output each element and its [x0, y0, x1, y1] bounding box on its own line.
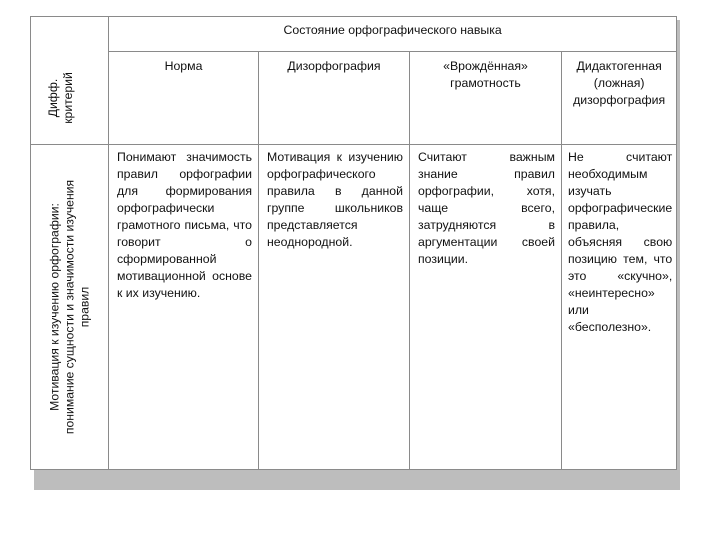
motivation-text: Не считают необходимым изучать орфографические правила, объясняя свою позицию тем, что это «скучно», «неинтересно» или «бесполезно». [568, 150, 673, 334]
column-heading-line: дизорфография [573, 93, 666, 107]
column-heading-norm [109, 52, 258, 75]
motivation-cell-norm [109, 145, 259, 470]
column-heading-line: Дизорфография [287, 59, 381, 73]
column-heading-cell [259, 52, 410, 145]
motivation-label-line: правил [77, 286, 91, 328]
table-header-title: Состояние орфографического навыка [283, 23, 502, 37]
column-heading-line: (ложная) [593, 76, 645, 90]
motivation-cell-innate-literacy [410, 145, 562, 470]
column-heading-dysorthography [259, 52, 409, 75]
column-heading-line: Дидактогенная [576, 59, 662, 73]
motivation-cell-didactogenic [562, 145, 677, 470]
criterion-label-line: Дифф. [46, 78, 60, 118]
motivation-text: Мотивация к изучению орфографического правила в данной группе школьников представляется неоднородной. [267, 150, 403, 249]
motivation-cell-dysorthography [259, 145, 410, 470]
motivation-label-cell [31, 145, 109, 470]
column-heading-innate-literacy [410, 52, 561, 92]
column-heading-line: «Врождённая» [443, 59, 528, 73]
criterion-label-cell [31, 52, 109, 145]
column-heading-cell [410, 52, 562, 145]
motivation-label [47, 180, 92, 434]
column-heading-line: Норма [164, 59, 203, 73]
table-header-cell [109, 17, 677, 52]
corner-cell [31, 17, 109, 52]
spelling-skill-table [30, 16, 677, 470]
criterion-label-line: критерий [61, 71, 75, 124]
motivation-label-line: понимание сущности и значимости изучения [62, 179, 76, 435]
column-heading-line: грамотность [450, 76, 521, 90]
motivation-text: Считают важным знание правил орфографии, хотя, чаще всего, затрудняются в аргументации своей позиции. [418, 150, 555, 266]
motivation-text: Понимают значимость правил орфографии для формирования орфографически грамотного письма, что говорит о сформированной мотивационной основе к их изучению. [117, 150, 252, 300]
column-heading-cell [562, 52, 677, 145]
column-heading-didactogenic [562, 52, 676, 109]
motivation-label-line: Мотивация к изучению орфографии: [47, 203, 61, 411]
column-heading-cell [109, 52, 259, 145]
criterion-label [46, 72, 76, 124]
